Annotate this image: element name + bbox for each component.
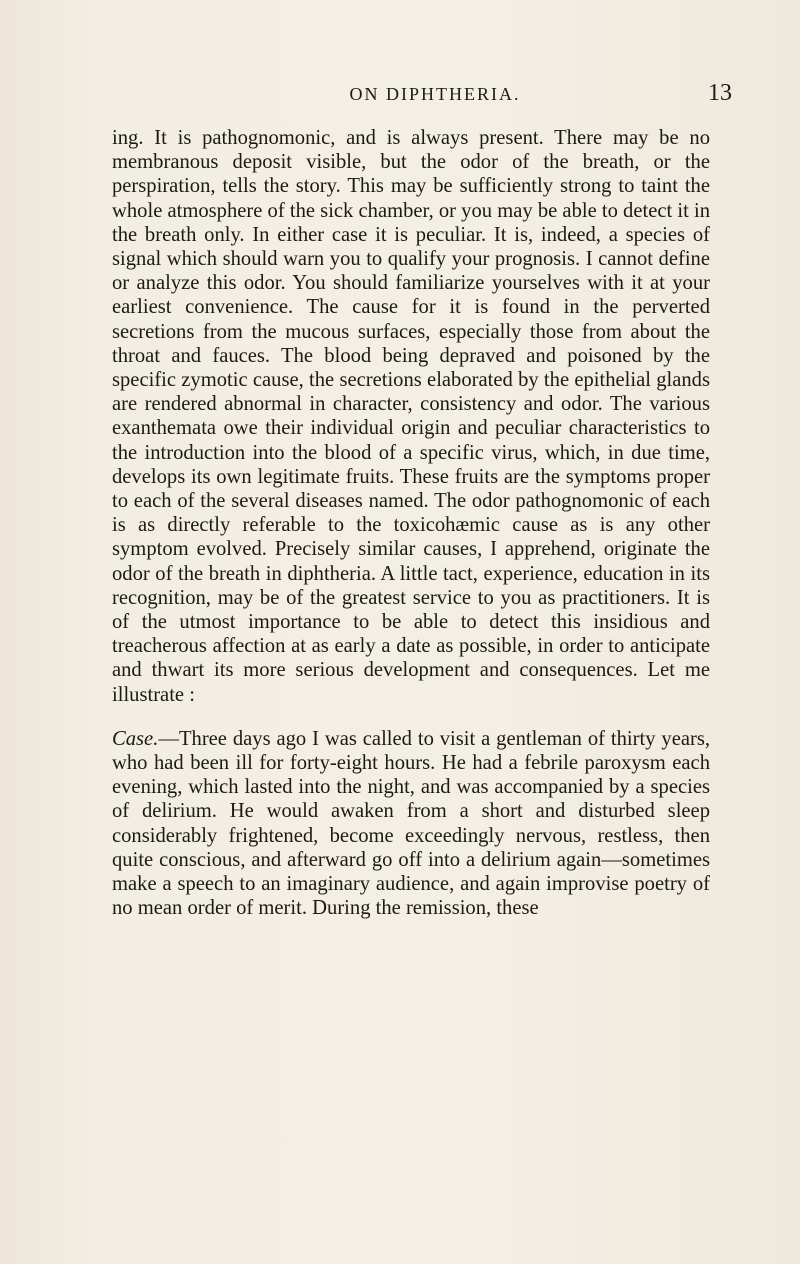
running-head [100,80,732,114]
page-number: 13 [708,80,732,106]
case-text: —Three days ago I was called to visit a gentleman of thirty years, who had been ill for forty-eight hours. He had a febrile paroxysm each evening, which lasted into the night, and was accompanied by a species of delirium. He would awaken from a short and disturbed sleep considerably frightened, become exceedingly nervous, restless, then quite conscious, and afterward go off into a delirium again—sometimes make a speech to an imaginary audience, and again improvise poetry of no mean order of merit. During the remission, these [112,727,710,920]
paragraph-odor: ing. It is pathognomonic, and is always present. There may be no membranous deposit visible, but the odor of the breath, or the perspiration, tells the story. This may be sufficiently strong to taint the whole atmosphere of the sick chamber, or you may be able to detect it in the breath only. In either case it is peculiar. It is, indeed, a species of signal which should warn you to qualify your prognosis. I cannot define or analyze this odor. You should familiarize yourselves with it at your earliest convenience. The cause for it is found in the perverted secretions from the mucous surfaces, especially those from about the throat and fauces. The blood being depraved and poisoned by the specific zymotic cause, the secretions elaborated by the epithelial glands are rendered abnormal in character, consistency and odor. The various exanthemata owe their individual origin and peculiar characteristics to the introduction into the blood of a specific virus, which, in due time, develops its own legitimate fruits. These fruits are the symptoms proper to each of the several diseases named. The odor pathognomonic of each is as directly referable to the toxicohæmic cause as is any other symptom evolved. Precisely similar causes, I apprehend, originate the odor of the breath in diphtheria. A little tact, experience, education in its recognition, may be of the greatest service to you as practitioners. It is of the utmost importance to be able to detect this insidious and treacherous affection at as early a date as possible, in order to anticipate and thwart its more serious development and consequences. Let me illustrate : [112,127,710,706]
running-title: ON DIPHTHERIA. [349,84,521,104]
case-label: Case. [112,727,159,750]
body-text [112,126,710,921]
paragraph-case [112,727,710,921]
